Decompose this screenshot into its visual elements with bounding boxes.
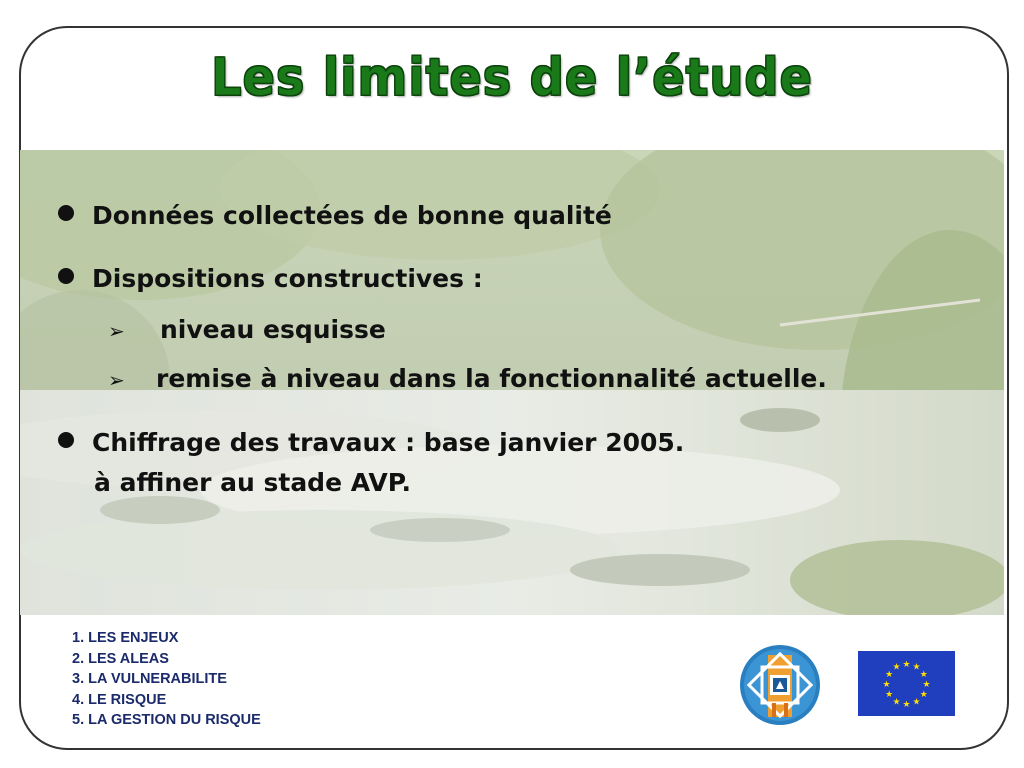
sub-bullet-item: [108, 313, 386, 348]
svg-text:★: ★: [912, 662, 921, 673]
sub-bullet-item: [108, 362, 827, 397]
svg-text:★: ★: [902, 660, 911, 670]
sub-bullet-text: remise à niveau dans la fonctionnalité actuelle.: [156, 364, 827, 393]
menu-item-aleas[interactable]: 2. LES ALEAS: [72, 650, 169, 667]
menu-item-vulnerabilite[interactable]: 3. LA VULNERABILITE: [72, 671, 227, 687]
slide-title: Les limites de l’étude: [211, 48, 813, 108]
svg-text:★: ★: [885, 690, 894, 700]
sub-bullet-text: niveau esquisse: [160, 315, 386, 344]
bullet-text: Dispositions constructives :: [92, 264, 483, 293]
menu-item-risque[interactable]: 4. LE RISQUE: [72, 691, 167, 708]
arrow-marker-icon: ➢: [108, 368, 125, 392]
eu-flag-icon: [858, 651, 955, 716]
institution-logo-icon: [738, 643, 822, 731]
svg-text:★: ★: [902, 700, 911, 710]
chapter-menu: [72, 628, 261, 731]
svg-text:★: ★: [919, 670, 928, 680]
svg-text:★: ★: [892, 662, 901, 673]
bullet-text: Chiffrage des travaux : base janvier 2005.: [92, 428, 685, 457]
bullet-dot-icon: [58, 205, 74, 221]
bullet-item: [58, 426, 684, 460]
bullet-item: [58, 262, 483, 296]
svg-text:★: ★: [892, 697, 901, 708]
menu-item-enjeux[interactable]: 1. LES ENJEUX: [72, 630, 179, 646]
bullet-text: Données collectées de bonne qualité: [92, 201, 612, 230]
bullet-dot-icon: [58, 268, 74, 284]
bullet-item: [58, 199, 612, 233]
menu-item-gestion-risque[interactable]: 5. LA GESTION DU RISQUE: [72, 712, 261, 728]
bullet-continuation: à affiner au stade AVP.: [94, 468, 411, 497]
svg-text:★: ★: [922, 680, 931, 690]
arrow-marker-icon: ➢: [108, 319, 125, 343]
svg-text:★: ★: [882, 680, 891, 690]
svg-text:★: ★: [912, 697, 921, 708]
svg-text:★: ★: [885, 670, 894, 680]
bullet-dot-icon: [58, 432, 74, 448]
svg-text:★: ★: [919, 690, 928, 700]
